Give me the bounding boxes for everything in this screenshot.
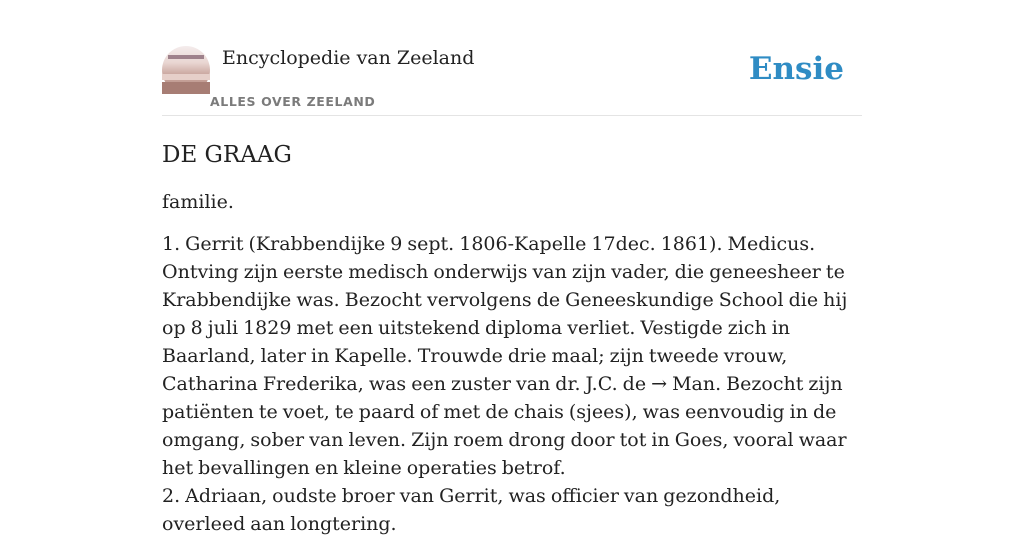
ensie-brand-logo[interactable]: Ensie [748,51,844,87]
entry-paragraph-1: 1. Gerrit (Krabbendijke 9 sept. 1806-Kapelle 17dec. 1861). Medicus. Ontving zijn eerste medisch onderwijs van zijn vader, die geneesheer te Krabbendijke was. Bezocht vervolgens de Geneeskundige School die hij op 8 juli 1829 met een uitstekend diploma verliet. Vestigde zich in Baarland, later in Kapelle. Trouwde drie maal; zijn tweede vrouw, Catharina Frederika, was een zuster van dr. J.C. de → Man. Bezocht zijn patiënten te voet, te paard of met de chais (sjees), was eenvoudig in de omgang, sober van leven. Zijn roem drong door tot in Goes, vooral waar het bevallingen en kleine operaties betrof. [162,233,848,479]
site-header [162,46,862,116]
entry-paragraph-2: 2. Adriaan, oudste broer van Gerrit, was officier van gezondheid, overleed aan longtering. [162,485,781,535]
entry-title: DE GRAAG [162,142,292,168]
entry-subtitle: familie. [162,191,234,213]
site-tagline: ALLES OVER ZEELAND [210,94,376,109]
entry-content [162,138,862,538]
site-logo-image[interactable] [162,46,210,94]
site-title-link[interactable]: Encyclopedie van Zeeland [222,47,475,69]
entry-body [162,230,862,538]
